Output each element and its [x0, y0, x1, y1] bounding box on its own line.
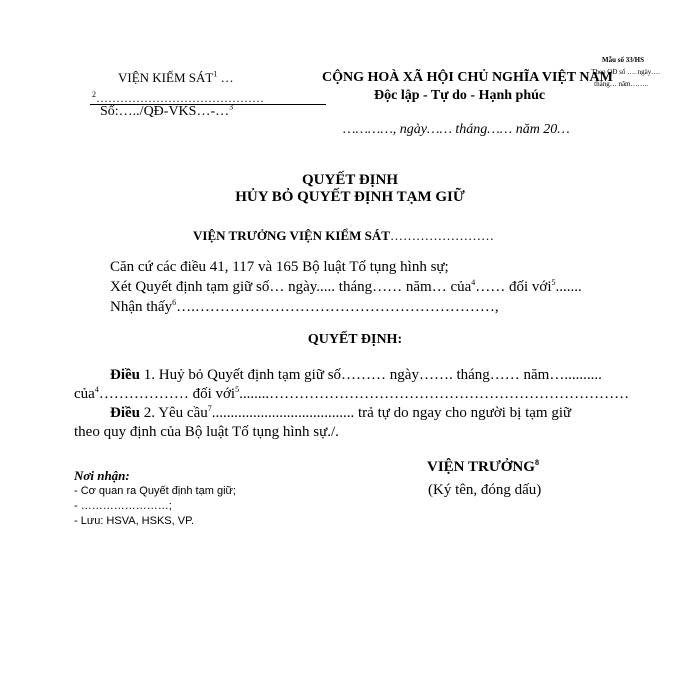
- article-1-continued: [74, 386, 629, 403]
- article-1-text: 1. Huỷ bỏ Quyết định tạm giữ số……… ngày……. tháng…… năm…..........: [140, 367, 602, 383]
- footnote-ref: 6: [172, 298, 177, 307]
- recipient-item: - ……………………;: [74, 500, 172, 512]
- preamble-finding: [110, 299, 499, 316]
- footnote-ref: 5: [551, 278, 556, 287]
- preamble-consider: [110, 279, 582, 296]
- form-reference: Theo QĐ số …. ngày….: [591, 68, 660, 76]
- document-title: QUYẾT ĐỊNH: [302, 172, 398, 188]
- national-motto: Độc lập - Tự do - Hạnh phúc: [374, 88, 546, 103]
- preamble-basis: Căn cứ các điều 41, 117 và 165 Bộ luật Tố tụng hình sự;: [110, 259, 449, 275]
- issuing-org-dots: …: [217, 70, 234, 85]
- document-subtitle: HỦY BỎ QUYẾT ĐỊNH TẠM GIỮ: [235, 189, 465, 205]
- preamble-consider-text: .......: [555, 279, 582, 295]
- decision-heading: QUYẾT ĐỊNH:: [307, 332, 403, 347]
- preamble-consider-text: Xét Quyết định tạm giữ số… ngày..... tháng…… năm… của: [110, 279, 472, 295]
- article-1: [110, 367, 602, 384]
- place-and-date: …………, ngày…… tháng…… năm 20…: [343, 122, 570, 137]
- authority-dots: ……………………: [389, 228, 494, 243]
- footnote-ref: 4: [471, 278, 476, 287]
- signature-title-text: VIỆN TRƯỞNG: [427, 459, 535, 475]
- preamble-finding-text: ….……………………………………………………,: [176, 299, 499, 315]
- sub-org-dots: ……………………………………: [96, 91, 264, 105]
- article-2-text: ...................................... trả tự do ngay cho người bị tạm giữ: [211, 405, 572, 421]
- article-2-continued: theo quy định của Bộ luật Tố tụng hình sự./.: [74, 424, 339, 440]
- recipients-title: Nơi nhận:: [74, 468, 130, 483]
- signature-title: [427, 459, 539, 476]
- article-label: Điều: [110, 367, 140, 383]
- article-1-text: ........………………………………………………………………: [239, 386, 630, 402]
- footnote-ref: 7: [207, 404, 212, 413]
- document-number: [100, 104, 233, 120]
- authority-line: [193, 228, 494, 244]
- footnote-ref: 8: [534, 458, 539, 467]
- footnote-ref: 3: [229, 102, 234, 112]
- issuing-org: [118, 70, 234, 86]
- authority-label: VIỆN TRƯỞNG VIỆN KIỂM SÁT: [193, 228, 390, 243]
- article-2-text: 2. Yêu cầu: [140, 405, 208, 421]
- form-number: Mẫu số 33/HS: [601, 56, 644, 64]
- footnote-ref: 1: [213, 69, 218, 79]
- national-title: CỘNG HOÀ XÃ HỘI CHỦ NGHĨA VIỆT NAM: [322, 70, 613, 85]
- recipient-item: - Cơ quan ra Quyết định tạm giữ;: [74, 485, 236, 497]
- article-2: [110, 405, 571, 422]
- document-number-text: Số:…../QĐ-VKS…-…: [100, 104, 230, 119]
- recipient-item: - Lưu: HSVA, HSKS, VP.: [74, 515, 195, 527]
- article-1-text: ……………… đối với: [98, 386, 236, 402]
- issuing-org-name: VIỆN KIỂM SÁT: [118, 70, 214, 85]
- preamble-consider-text: …… đối với: [475, 279, 552, 295]
- signature-note: (Ký tên, đóng dấu): [428, 482, 542, 498]
- footnote-ref: 2: [92, 90, 96, 99]
- preamble-finding-text: Nhận thấy: [110, 299, 173, 315]
- form-reference-date: tháng… năm……..: [594, 80, 648, 88]
- article-1-text: của: [74, 386, 95, 402]
- footnote-ref: 4: [94, 385, 99, 394]
- article-label: Điều: [110, 405, 140, 421]
- footnote-ref: 5: [235, 385, 240, 394]
